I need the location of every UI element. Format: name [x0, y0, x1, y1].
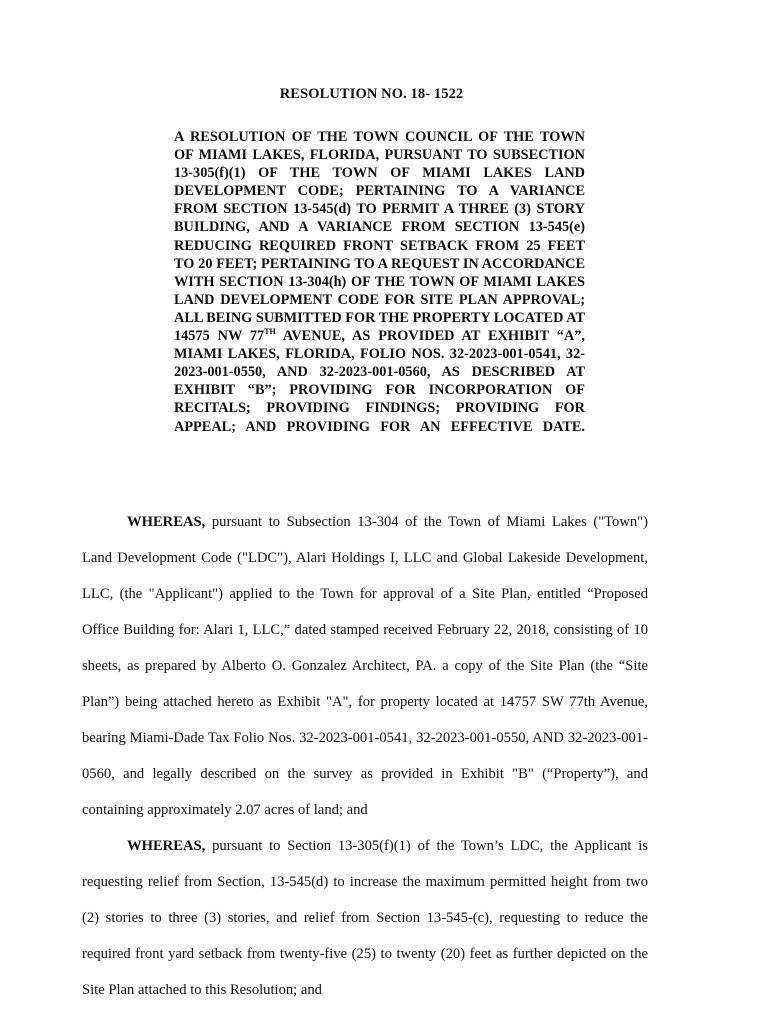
caption-text-part2: AVENUE, AS PROVIDED AT EXHIBIT “A”, MIAMI LAKES, FLORIDA, FOLIO NOS. 32-2023-001-0541, 32-2023-001-0550, AND 32-2023-001-0560, AS DESCRIBED AT EXHIBIT “B”; PROVIDING FOR INCORPORATION OF RECITALS; PROVIDING FINDINGS; PROVIDING FOR APPEAL; AND PROVIDING FOR AN EFFECTIVE DATE. — [174, 328, 585, 435]
caption-superscript: TH — [264, 327, 276, 337]
caption-text-part1: A RESOLUTION OF THE TOWN COUNCIL OF THE TOWN OF MIAMI LAKES, FLORIDA, PURSUANT TO SUBSECTION 13-305(f)(1) OF THE TOWN OF MIAMI LAKES LAND DEVELOPMENT CODE; PERTAINING TO A VARIANCE FROM SECTION 13-545(d) TO PERMIT A THREE (3) STORY BUILDING, AND A VARIANCE FROM SECTION 13-545(e) REDUCING REQUIRED FRONT SETBACK FROM 25 FEET TO 20 FEET; PERTAINING TO A REQUEST IN ACCORDANCE WITH SECTION 13-304(h) OF THE TOWN OF MIAMI LAKES LAND DEVELOPMENT CODE FOR SITE PLAN APPROVAL; ALL BEING SUBMITTED FOR THE PROPERTY LOCATED AT 14575 NW 77 — [174, 129, 585, 345]
paragraph-text: pursuant to Section 13-305(f)(1) of the Town’s LDC, the Applicant is requesting relief from Section, 13-545(d) to increase the maximum permitted height from two (2) stories to three (3) stories, and relief from Section 13-545-(c), requesting to reduce the required front yard setback from twenty-five (25) to twenty (20) feet as further depicted on the Site Plan attached to this Resolution; and — [82, 838, 648, 998]
resolution-title: RESOLUTION NO. 18- 1522 — [279, 86, 464, 102]
paragraph-lead: WHEREAS, — [127, 838, 206, 854]
paragraph-text: pursuant to Subsection 13-304 of the Town of Miami Lakes ("Town") Land Development Code ("LDC"), Alari Holdings I, LLC and Global Lakeside Development, LLC, (the "Applicant") applied to the Town for approval of a Site Plan, entitled “Proposed Office Building for: Alari 1, LLC,” dated stamped received February 22, 2018, consisting of 10 sheets, as prepared by Alberto O. Gonzalez Architect, PA. a copy of the Site Plan (the “Site Plan”) being attached hereto as Exhibit "A", for property located at 14757 SW 77th Avenue, bearing Miami-Dade Tax Folio Nos. 32-2023-001-0541, 32-2023-001-0550, AND 32-2023-001-0560, and legally described on the survey as provided in Exhibit "B" (“Property”), and containing approximately 2.07 acres of land; and — [82, 514, 648, 818]
paragraph-lead: WHEREAS, — [127, 514, 206, 530]
whereas-paragraph-1 — [82, 504, 648, 828]
resolution-body — [82, 504, 648, 1008]
whereas-paragraph-2 — [82, 828, 648, 1008]
resolution-caption — [174, 128, 585, 436]
